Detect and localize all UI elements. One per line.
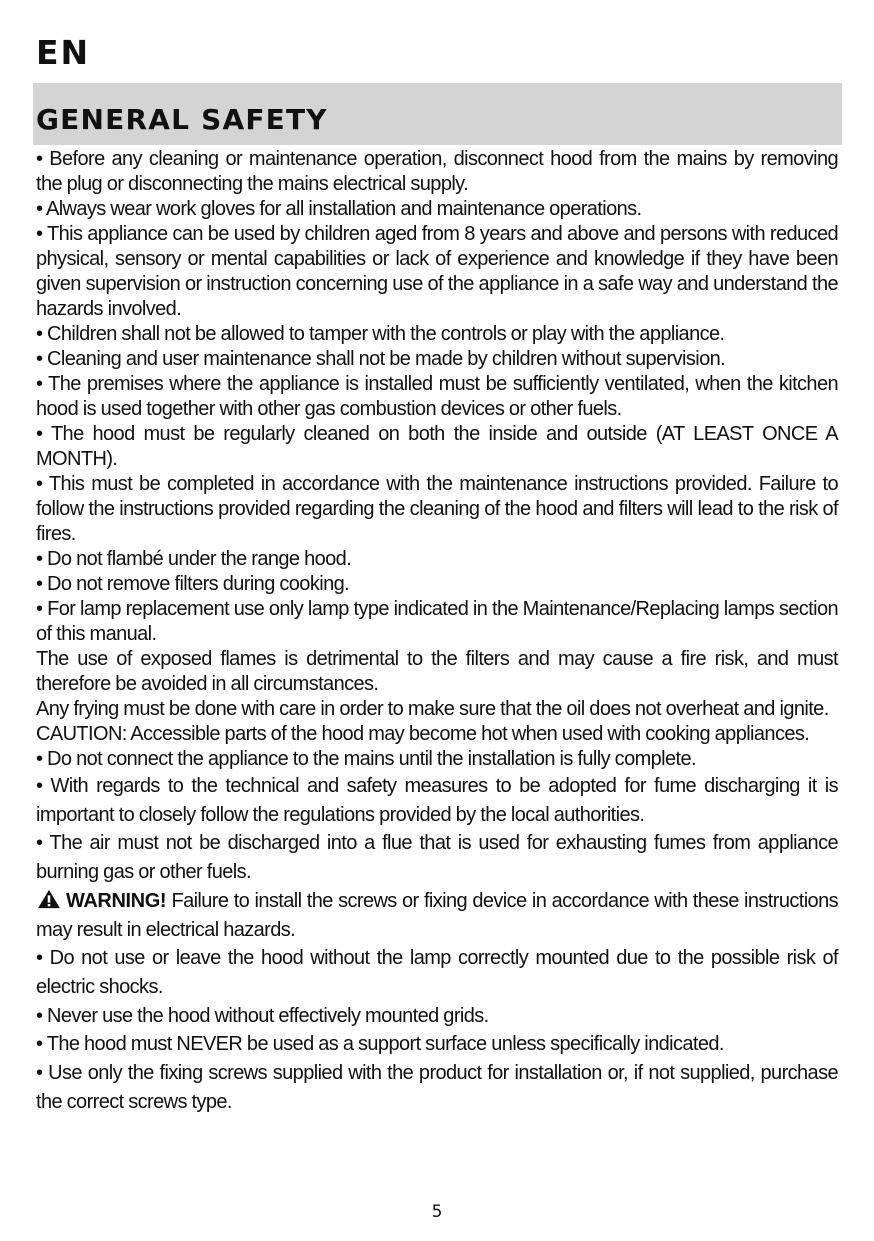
instruction-paragraph: • Never use the hood without effectively mounted grids.: [36, 1004, 489, 1027]
instruction-paragraph: Any frying must be done with care in order to make sure that the oil does not overheat and ignite.: [36, 698, 829, 720]
instruction-paragraph: The use of exposed flames is detrimental to the filters and may cause a fire risk, and must therefore be avoided in all circumstances.: [36, 648, 838, 695]
instruction-paragraph: • The air must not be discharged into a flue that is used for exhausting fumes from appliance burning gas or other fuels.: [36, 832, 838, 884]
instruction-paragraph: • Do not connect the appliance to the mains until the installation is fully complete.: [36, 748, 696, 770]
language-code: EN: [36, 33, 91, 72]
instruction-paragraph: • Do not remove filters during cooking.: [36, 573, 350, 595]
instruction-paragraph: • Always wear work gloves for all installation and maintenance operations.: [36, 198, 642, 220]
warning-text: Failure to install the screws or fixing device in accordance with these instructions may result in electrical hazards.: [36, 889, 838, 941]
instruction-paragraph: • The hood must NEVER be used as a support surface unless specifically indicated.: [36, 1033, 724, 1056]
instruction-paragraph: • This appliance can be used by children aged from 8 years and above and persons with reduced physical, sensory or mental capabilities or lack of experience and knowledge if they have been given supervision or instruction concerning use of the appliance in a safe way and understand the hazards involved.: [36, 223, 838, 320]
caution-paragraph: CAUTION: Accessible parts of the hood may become hot when used with cooking appliances.: [36, 723, 810, 745]
page-number: 5: [431, 1202, 443, 1222]
instruction-paragraph: • The premises where the appliance is installed must be sufficiently ventilated, when the kitchen hood is used together with other gas combustion devices or other fuels.: [36, 373, 838, 420]
instruction-paragraph: • Cleaning and user maintenance shall not be made by children without supervision.: [36, 348, 726, 370]
instruction-paragraph: • With regards to the technical and safety measures to be adopted for fume discharging it is important to closely follow the regulations provided by the local authorities.: [36, 775, 838, 826]
section-title: GENERAL SAFETY: [36, 103, 328, 136]
safety-instructions: [36, 147, 838, 1116]
warning-paragraph: [36, 887, 838, 944]
instruction-paragraph: • Children shall not be allowed to tamper with the controls or play with the appliance.: [36, 323, 725, 345]
instruction-paragraph: • The hood must be regularly cleaned on both the inside and outside (AT LEAST ONCE A MONTH).: [36, 423, 838, 470]
instruction-paragraph: • Do not use or leave the hood without the lamp correctly mounted due to the possible risk of electric shocks.: [36, 947, 838, 998]
instruction-paragraph: • Before any cleaning or maintenance operation, disconnect hood from the mains by removing the plug or disconnecting the mains electrical supply.: [36, 148, 838, 195]
instruction-paragraph: • Do not flambé under the range hood.: [36, 548, 352, 570]
instruction-paragraph: • This must be completed in accordance with the maintenance instructions provided. Failure to follow the instructions provided regarding the cleaning of the hood and filters will lead to the risk of fires.: [36, 473, 838, 545]
warning-triangle-icon: [36, 889, 62, 909]
instruction-paragraph: • For lamp replacement use only lamp type indicated in the Maintenance/Replacing lamps section of this manual.: [36, 598, 838, 645]
warning-label: WARNING!: [66, 889, 167, 912]
instruction-paragraph: • Use only the fixing screws supplied with the product for installation or, if not supplied, purchase the correct screws type.: [36, 1062, 838, 1113]
